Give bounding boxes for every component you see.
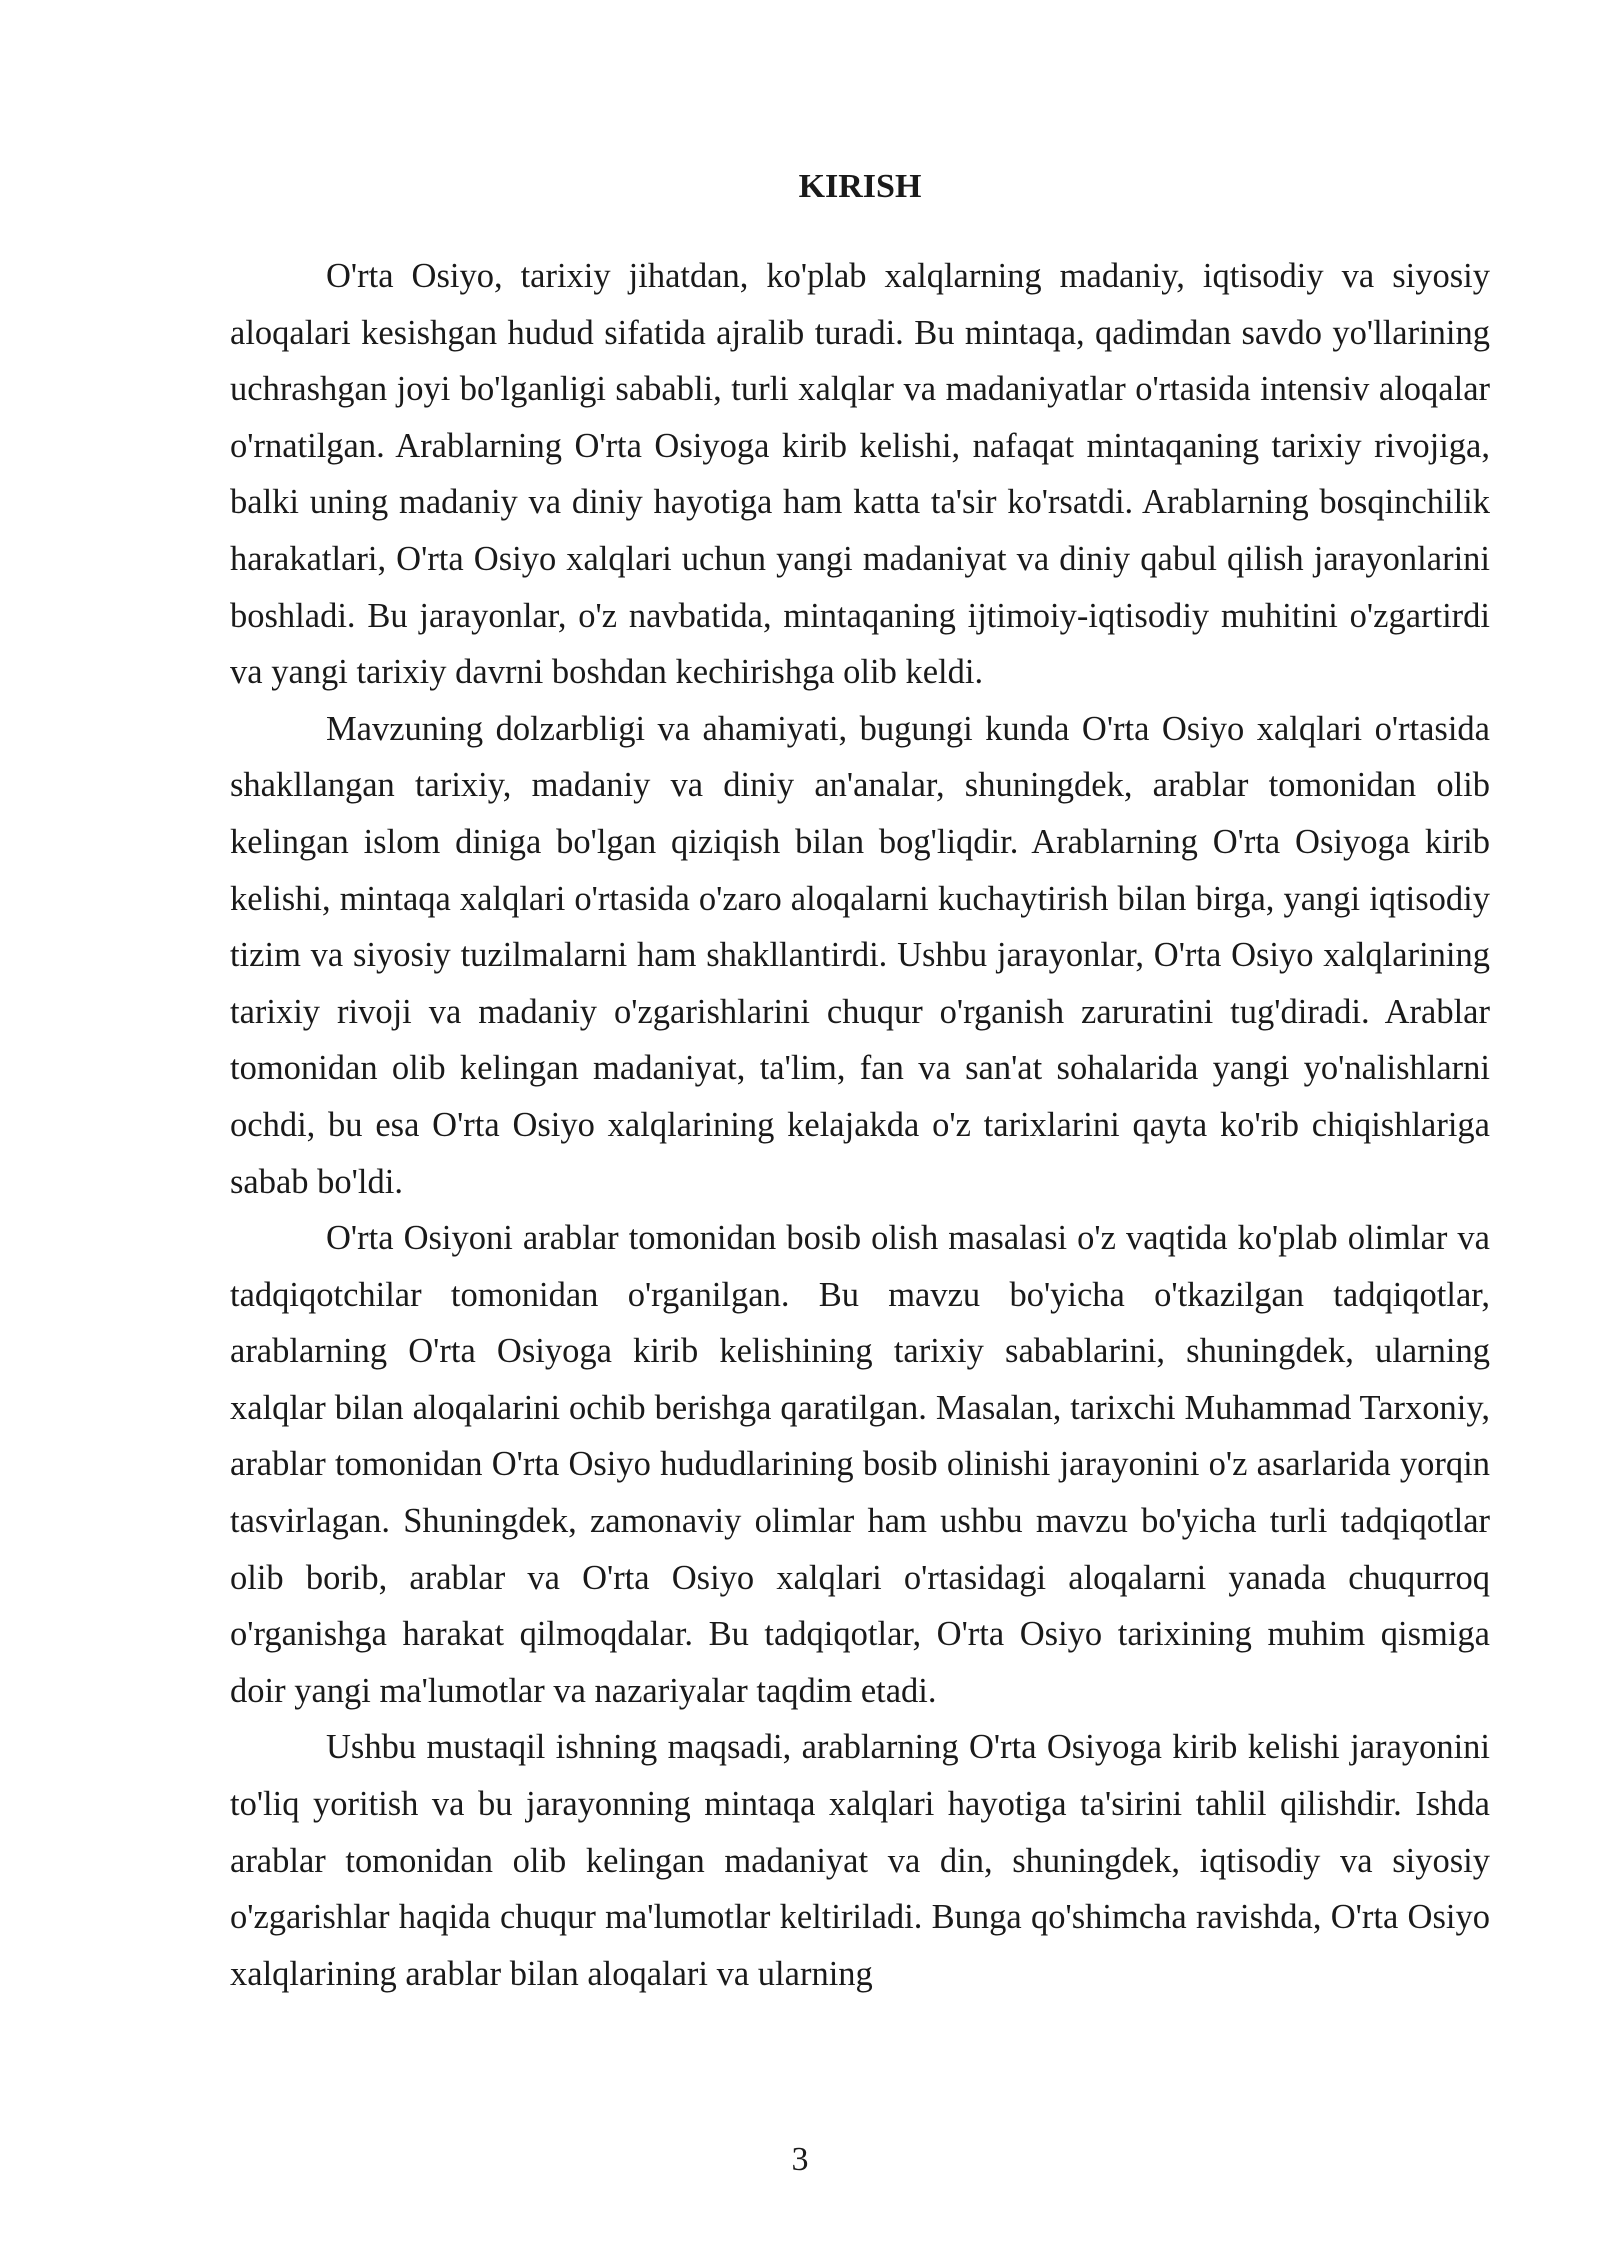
paragraph-2: Mavzuning dolzarbligi va ahamiyati, bugungi kunda O'rta Osiyo xalqlari o'rtasida shakllangan tarixiy, madaniy va diniy an'analar, shuningdek, arablar tomonidan olib kelingan islom diniga bo'lgan qiziqish bilan bog'liqdir. Arablarning O'rta Osiyoga kirib kelishi, mintaqa xalqlari o'rtasida o'zaro aloqalarni kuchaytirish bilan birga, yangi iqtisodiy tizim va siyosiy tuzilmalarni ham shakllantirdi. Ushbu jarayonlar, O'rta Osiyo xalqlarining tarixiy rivoji va madaniy o'zgarishlarini chuqur o'rganish zaruratini tug'diradi. Arablar tomonidan olib kelingan madaniyat, ta'lim, fan va san'at sohalarida yangi yo'nalishlarni ochdi, bu esa O'rta Osiyo xalqlarining kelajakda o'z tarixlarini qayta ko'rib chiqishlariga sabab bo'ldi.	[230, 709, 1490, 1201]
body-text	[230, 248, 1490, 2002]
paragraph-1: O'rta Osiyo, tarixiy jihatdan, ko'plab xalqlarning madaniy, iqtisodiy va siyosiy aloqalari kesishgan hudud sifatida ajralib turadi. Bu mintaqa, qadimdan savdo yo'llarining uchrashgan joyi bo'lganligi sababli, turli xalqlar va madaniyatlar o'rtasida intensiv aloqalar o'rnatilgan. Arablarning O'rta Osiyoga kirib kelishi, nafaqat mintaqaning tarixiy rivojiga, balki uning madaniy va diniy hayotiga ham katta ta'sir ko'rsatdi. Arablarning bosqinchilik harakatlari, O'rta Osiyo xalqlari uchun yangi madaniyat va diniy qabul qilish jarayonlarini boshladi. Bu jarayonlar, o'z navbatida, mintaqaning ijtimoiy-iqtisodiy muhitini o'zgartirdi va yangi tarixiy davrni boshdan kechirishga olib keldi.	[230, 257, 1490, 692]
paragraph-3: O'rta Osiyoni arablar tomonidan bosib olish masalasi o'z vaqtida ko'plab olimlar va tadqiqotchilar tomonidan o'rganilgan. Bu mavzu bo'yicha o'tkazilgan tadqiqotlar, arablarning O'rta Osiyoga kirib kelishining tarixiy sabablarini, shuningdek, ularning xalqlar bilan aloqalarini ochib berishga qaratilgan. Masalan, tarixchi Muhammad Tarxoniy, arablar tomonidan O'rta Osiyo hududlarining bosib olinishi jarayonini o'z asarlarida yorqin tasvirlagan. Shuningdek, zamonaviy olimlar ham ushbu mavzu bo'yicha turli tadqiqotlar olib borib, arablar va O'rta Osiyo xalqlari o'rtasidagi aloqalarni yanada chuqurroq o'rganishga harakat qilmoqdalar. Bu tadqiqotlar, O'rta Osiyo tarixining muhim qismiga doir yangi ma'lumotlar va nazariyalar taqdim etadi.	[230, 1219, 1490, 1710]
section-title: KIRISH	[798, 168, 922, 205]
paragraph-4: Ushbu mustaqil ishning maqsadi, arablarning O'rta Osiyoga kirib kelishi jarayonini to'liq yoritish va bu jarayonning mintaqa xalqlari hayotiga ta'sirini tahlil qilishdir. Ishda arablar tomonidan olib kelingan madaniyat va din, shuningdek, iqtisodiy va siyosiy o'zgarishlar haqida chuqur ma'lumotlar keltiriladi. Bunga qo'shimcha ravishda, O'rta Osiyo xalqlarining arablar bilan aloqalari va ularning	[230, 1728, 1490, 1993]
page-number: 3	[791, 2141, 809, 2178]
